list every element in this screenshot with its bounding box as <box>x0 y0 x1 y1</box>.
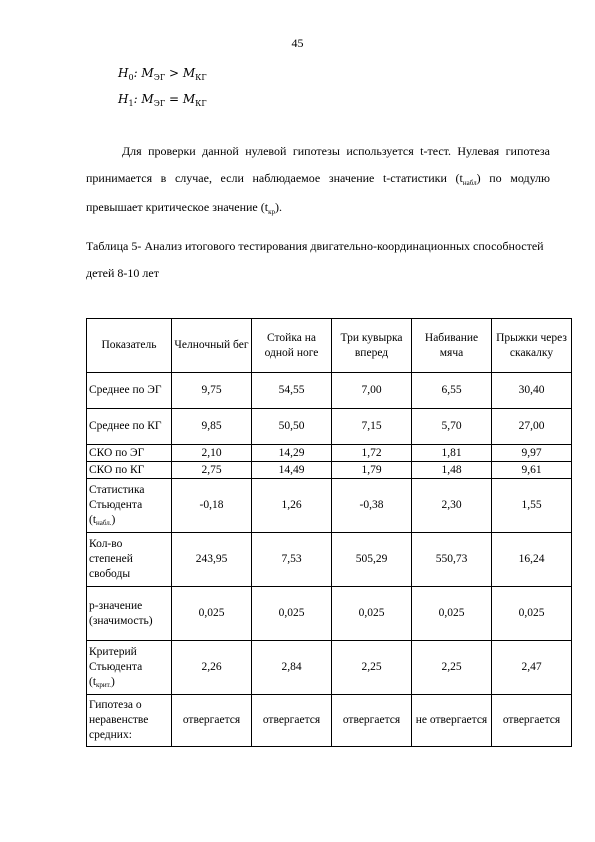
table-cell: 1,48 <box>412 462 492 479</box>
table-cell: 9,61 <box>492 462 572 479</box>
paragraph-part3: ). <box>275 200 282 214</box>
table-cell: 1,79 <box>332 462 412 479</box>
table-row <box>87 587 572 641</box>
table-row <box>87 533 572 587</box>
h1-symbol: H <box>118 92 129 106</box>
row-label <box>87 373 172 409</box>
table-row <box>87 373 572 409</box>
row-label-text: Среднее по КГ <box>89 420 162 432</box>
table-cell: 2,30 <box>412 479 492 533</box>
row-label <box>87 479 172 533</box>
header-three-rolls: Три кувырка вперед <box>332 319 412 373</box>
h0-eg-subscript: ЭГ <box>153 73 166 82</box>
h1-rest: : M <box>133 92 154 106</box>
table-cell: 2,26 <box>172 641 252 695</box>
table-cell: 0,025 <box>172 587 252 641</box>
method-paragraph <box>86 138 550 223</box>
table-cell: 2,75 <box>172 462 252 479</box>
page-number: 45 <box>291 36 304 50</box>
table-cell: 30,40 <box>492 373 572 409</box>
row-label <box>87 445 172 462</box>
row-label-subscript: крит. <box>96 680 111 689</box>
header-ball-juggling: Набивание мяча <box>412 319 492 373</box>
table-cell: 0,025 <box>332 587 412 641</box>
table-cell: 14,29 <box>252 445 332 462</box>
table-cell: 1,72 <box>332 445 412 462</box>
table-row <box>87 445 572 462</box>
table-cell: 2,25 <box>412 641 492 695</box>
table-cell: -0,18 <box>172 479 252 533</box>
table-cell: отвергается <box>492 695 572 747</box>
row-label <box>87 587 172 641</box>
table-cell: 0,025 <box>252 587 332 641</box>
row-label-subscript: набл. <box>96 518 112 527</box>
results-table <box>86 318 572 747</box>
table-caption: Таблица 5- Анализ итогового тестирования двигательно-координационных способностей детей 8-10 лет <box>86 239 544 280</box>
table-cell: 16,24 <box>492 533 572 587</box>
header-indicator: Показатель <box>87 319 172 373</box>
table-cell: 505,29 <box>332 533 412 587</box>
h1-operator: = M <box>165 92 196 106</box>
row-label <box>87 409 172 445</box>
table-cell: 2,25 <box>332 641 412 695</box>
table-cell: отвергается <box>252 695 332 747</box>
table-cell: отвергается <box>332 695 412 747</box>
table-row <box>87 462 572 479</box>
h0-symbol: H <box>118 66 129 80</box>
row-label-text: Критерий Стьюдента (t <box>89 645 143 688</box>
table-cell: 1,81 <box>412 445 492 462</box>
table-cell: 2,47 <box>492 641 572 695</box>
table-cell: 27,00 <box>492 409 572 445</box>
table-cell: 50,50 <box>252 409 332 445</box>
row-label-text: Кол-во степеней свободы <box>89 538 133 580</box>
hypothesis-h0 <box>118 66 207 80</box>
row-label-text: СКО по КГ <box>89 463 145 476</box>
table-cell: 6,55 <box>412 373 492 409</box>
table-cell: 1,26 <box>252 479 332 533</box>
row-label-text: Среднее по ЭГ <box>89 384 162 396</box>
table-cell: 2,10 <box>172 445 252 462</box>
table-row <box>87 479 572 533</box>
h1-subscript: 1 <box>128 99 134 108</box>
table-cell: 14,49 <box>252 462 332 479</box>
table-header-row <box>87 319 572 373</box>
table-cell: 2,84 <box>252 641 332 695</box>
row-label-text: Статистика Стьюдента (t <box>89 483 145 526</box>
table-cell: 9,75 <box>172 373 252 409</box>
table-cell: 0,025 <box>412 587 492 641</box>
table-cell: 243,95 <box>172 533 252 587</box>
row-label-end: ) <box>110 675 115 688</box>
table-cell: 7,00 <box>332 373 412 409</box>
row-label <box>87 695 172 747</box>
table-cell: не отвергается <box>412 695 492 747</box>
h0-subscript: 0 <box>128 73 134 82</box>
h0-rest: : M <box>133 66 154 80</box>
table-cell: 5,70 <box>412 409 492 445</box>
table-cell: 9,85 <box>172 409 252 445</box>
header-rope-jumping: Прыжки через скакалку <box>492 319 572 373</box>
h0-kg-subscript: КГ <box>195 73 207 82</box>
h1-eg-subscript: ЭГ <box>153 99 166 108</box>
hypothesis-h1 <box>118 92 207 106</box>
header-one-leg-stand: Стойка на одной ноге <box>252 319 332 373</box>
row-label <box>87 641 172 695</box>
row-label <box>87 533 172 587</box>
table-cell: 54,55 <box>252 373 332 409</box>
paragraph-sub2: кр <box>268 208 275 216</box>
h1-kg-subscript: КГ <box>195 99 207 108</box>
paragraph-part1: Для проверки данной нулевой гипотезы используется t-тест. Нулевая гипотеза принимается в случае, если наблюдаемое значение t-статистики (t <box>86 144 550 185</box>
table-cell: отвергается <box>172 695 252 747</box>
table-cell: 550,73 <box>412 533 492 587</box>
h0-operator: > M <box>165 66 196 80</box>
row-label-end: ) <box>111 513 116 526</box>
table-row <box>87 409 572 445</box>
table-row <box>87 641 572 695</box>
paragraph-sub1: набл <box>462 179 477 187</box>
header-shuttle-run: Челночный бег <box>172 319 252 373</box>
table-cell: 9,97 <box>492 445 572 462</box>
paragraph-part2: ) по модулю превышает критическое значение (t <box>86 171 551 214</box>
row-label-text: СКО по ЭГ <box>89 446 145 459</box>
row-label-text: Гипотеза о неравенстве средних: <box>89 699 149 741</box>
table-cell: 7,15 <box>332 409 412 445</box>
table-cell: 7,53 <box>252 533 332 587</box>
table-cell: -0,38 <box>332 479 412 533</box>
table-cell: 0,025 <box>492 587 572 641</box>
row-label-text: p-значение (значимость) <box>89 599 153 627</box>
row-label <box>87 462 172 479</box>
table-row <box>87 695 572 747</box>
table-cell: 1,55 <box>492 479 572 533</box>
